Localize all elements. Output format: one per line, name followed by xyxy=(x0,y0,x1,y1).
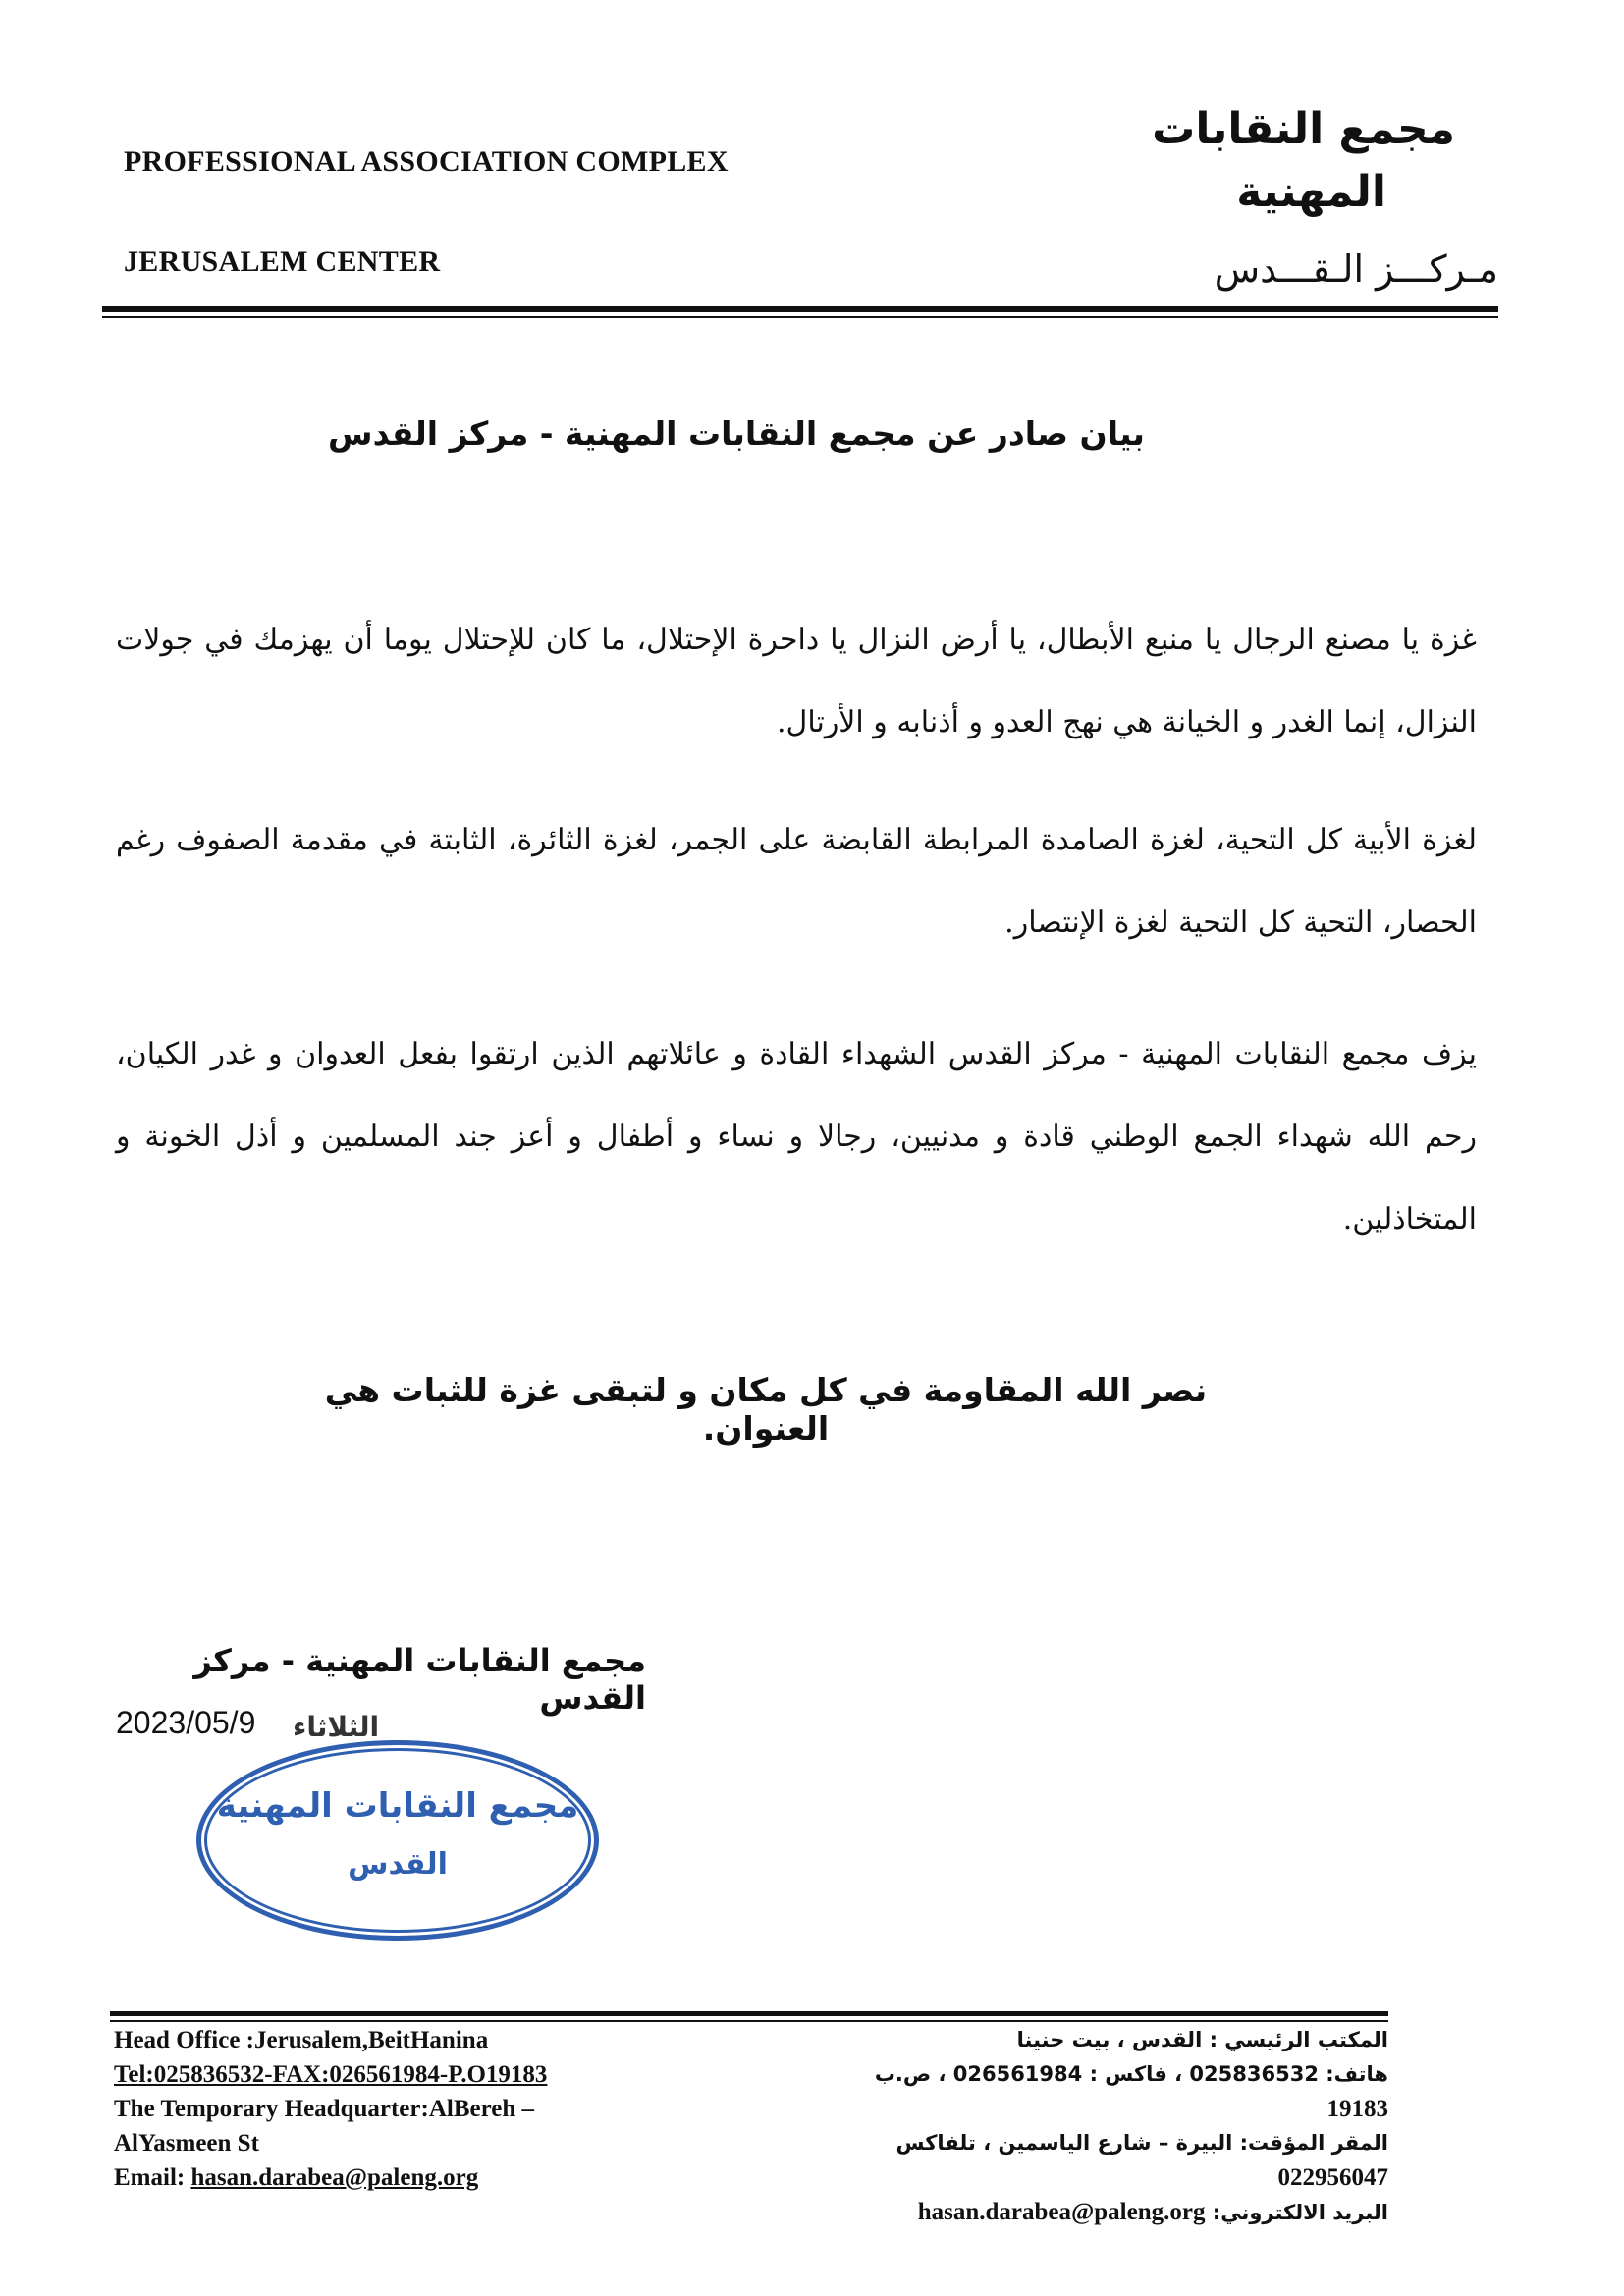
footer-en-block xyxy=(114,2023,664,2195)
footer-ar-telefax: 022956047 xyxy=(1277,2164,1388,2191)
footer-divider xyxy=(110,2011,1388,2016)
footer-en-temp-hq: The Temporary Headquarter:AlBereh – xyxy=(114,2096,534,2122)
stamp-text-line2: القدس xyxy=(348,1847,448,1882)
footer-ar-po-box: 19183 xyxy=(1326,2096,1388,2122)
footer-ar-email-label: البريد الالكتروني: xyxy=(1212,2201,1388,2224)
organization-stamp xyxy=(196,1740,599,1941)
footer-en-tel: Tel:025836532-FAX:026561984-P.O19183 xyxy=(114,2061,548,2088)
header-divider-thin xyxy=(102,316,1498,318)
footer-en-email-row xyxy=(114,2160,664,2195)
header-center-name-en: JERUSALEM CENTER xyxy=(124,246,441,278)
signature-date: 2023/05/9 xyxy=(116,1705,256,1740)
footer-divider-thin xyxy=(110,2020,1388,2022)
statement-paragraph-1: غزة يا مصنع الرجال يا منبع الأبطال، يا أرض النزال يا داحرة الإحتلال، ما كان للإحتلال يوما أن يهزمك في جولات النزال، إنما الغدر و الخيانة هي نهج العدو و أذنابه و الأرتال. xyxy=(116,623,1478,739)
header-org-name-en: PROFESSIONAL ASSOCIATION COMPLEX xyxy=(124,145,729,178)
header-center-name-ar: مـركـــز الـقـــدس xyxy=(1214,247,1498,291)
footer-ar-block xyxy=(805,2023,1388,2230)
footer-ar-email-link[interactable]: hasan.darabea@paleng.org xyxy=(917,2199,1206,2225)
header-divider xyxy=(102,306,1498,312)
statement-paragraph-3: يزف مجمع النقابات المهنية - مركز القدس الشهداء القادة و عائلاتهم الذين ارتقوا بفعل العدوان و غدر الكيان، رحم الله شهداء الجمع الوطني قادة و مدنيين، رجالا و نساء و أطفال و أعز جند المسلمين و أذل الخونة و المتخاذلين. xyxy=(116,1037,1477,1236)
footer-en-email-link[interactable]: hasan.darabea@paleng.org xyxy=(190,2164,479,2191)
footer-ar-email-row xyxy=(805,2195,1388,2230)
footer-en-head-office: Head Office :Jerusalem,BeitHanina xyxy=(114,2027,489,2053)
footer-ar-head-office: المكتب الرئيسي : القدس ، بيت حنينا xyxy=(1016,2028,1388,2051)
footer-ar-phone: هاتف: 025836532 ، فاكس : 026561984 ، ص.ب xyxy=(874,2062,1388,2086)
signature-org: مجمع النقابات المهنية - مركز القدس xyxy=(193,1642,646,1717)
header-org-name-ar: مجمع النقابات xyxy=(1152,104,1455,154)
statement-title: بيان صادر عن مجمع النقابات المهنية - مركز القدس xyxy=(328,414,1145,453)
footer-en-email-label: Email: xyxy=(114,2164,186,2191)
statement-closing: نصر الله المقاومة في كل مكان و لتبقى غزة للثبات هي العنوان. xyxy=(324,1371,1208,1448)
signature-day: الثلاثاء xyxy=(293,1711,380,1743)
footer-ar-temp-hq: المقر المؤقت: البيرة – شارع الياسمين ، تلفاكس xyxy=(895,2131,1388,2155)
header-org-name-ar-line2: المهنية xyxy=(1236,167,1386,217)
footer-en-temp-hq-street: AlYasmeen St xyxy=(114,2130,259,2157)
stamp-text-line1: مجمع النقابات المهنية xyxy=(216,1786,579,1826)
statement-paragraph-2: لغزة الأبية كل التحية، لغزة الصامدة المرابطة القابضة على الجمر، لغزة الثائرة، الثابتة في مقدمة الصفوف رغم الحصار، التحية كل التحية لغزة الإنتصار. xyxy=(116,823,1477,940)
